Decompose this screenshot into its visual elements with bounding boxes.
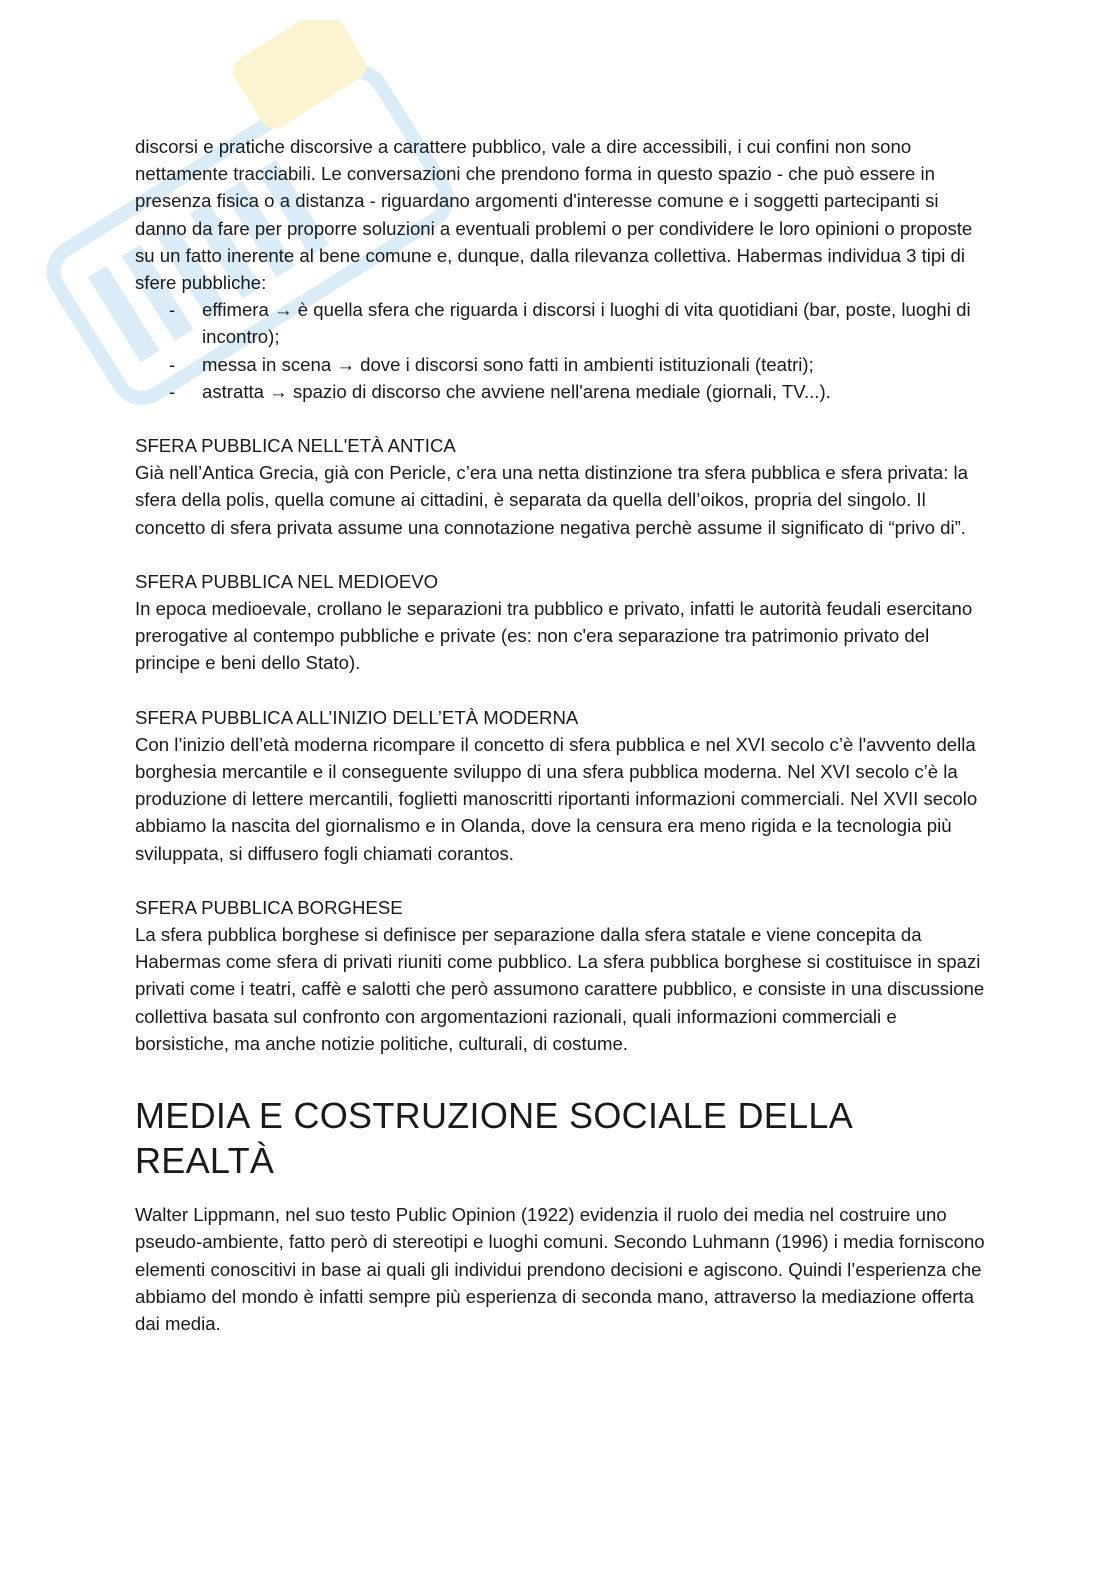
spacer: [135, 677, 985, 704]
document-page: [135, 133, 985, 1337]
spacer: [135, 867, 985, 894]
section-body-eta-moderna: Con l’inizio dell’età moderna ricompare il concetto di sfera pubblica e nel XVI secolo c’è l'avvento della borghesia mercantile e il conseguente sviluppo di una sfera pubblica moderna. Nel XVI secolo c’è la produzione di lettere mercantili, foglietti manoscritti riportanti informazioni commerciali. Nel XVII secolo abbiamo la nascita del giornalismo e in Olanda, dove la censura era meno rigida e la tecnologia più sviluppata, si diffusero fogli chiamati corantos.: [135, 733, 978, 864]
list-dash: -: [169, 353, 176, 375]
list-item: [135, 296, 985, 350]
list-dash: -: [169, 299, 176, 321]
chapter-heading-line2: REALTÀ: [135, 1140, 275, 1182]
section-title-antica: SFERA PUBBLICA NELL'ETÀ ANTICA: [135, 435, 456, 457]
section-body-borghese: La sfera pubblica borghese si definisce per separazione dalla sfera statale e viene concepita da Habermas come sfera di privati riuniti come pubblico. La sfera pubblica borghese si costituisce in spazi privati come i teatri, caffè e salotti che però assumono carattere pubblico, e consiste in una discussione collettiva basata sul confronto con argomentazioni razionali, quali informazioni commerciali e borsistiche, ma anche notizie politiche, culturali, di costume.: [135, 924, 985, 1054]
intro-paragraph: discorsi e pratiche discorsive a carattere pubblico, vale a dire accessibili, i cui confini non sono nettamente tracciabili. Le conversazioni che prendono forma in questo spazio - che può essere in presenza fisica o a distanza - riguardano argomenti d'interesse comune e i soggetti partecipanti si danno da fare per proporre soluzioni a eventuali problemi o per condividere le loro opinioni o proposte su un fatto inerente al bene comune e, dunque, dalla rilevanza collettiva. Habermas individua 3 tipi di sfere pubbliche:: [135, 136, 973, 294]
public-sphere-types-list: [135, 296, 985, 405]
spacer: [135, 541, 985, 568]
list-dash: -: [169, 380, 176, 402]
chapter-body: Walter Lippmann, nel suo testo Public Opinion (1922) evidenzia il ruolo dei media nel costruire uno pseudo-ambiente, fatto però di stereotipi e luoghi comuni. Secondo Luhmann (1996) i media forniscono elementi conoscitivi in base ai quali gli individui prendono decisioni e agiscono. Quindi l’esperienza che abbiamo del mondo è infatti sempre più esperienza di seconda mano, attraverso la mediazione offerta dai media.: [135, 1204, 985, 1334]
section-title-eta-moderna: SFERA PUBBLICA ALL’INIZIO DELL’ETÀ MODERNA: [135, 706, 579, 728]
section-body-antica: Già nell’Antica Grecia, già con Pericle, c’era una netta distinzione tra sfera pubblica e sfera privata: la sfera della polis, quella comune ai cittadini, è separata da quella dell’oikos, propria del singolo. Il concetto di sfera privata assume una connotazione negativa perchè assume il significato di “privo di”.: [135, 462, 969, 538]
list-item-text: effimera → è quella sfera che riguarda i discorsi i luoghi di vita quotidiani (bar, poste, luoghi di incontro);: [202, 299, 971, 348]
list-item: [135, 351, 985, 378]
chapter-heading-line1: MEDIA E COSTRUZIONE SOCIALE DELLA: [135, 1095, 854, 1137]
section-title-borghese: SFERA PUBBLICA BORGHESE: [135, 896, 403, 918]
section-body-medioevo: In epoca medioevale, crollano le separazioni tra pubblico e privato, infatti le autorità feudali esercitano prerogative al contempo pubbliche e private (es: non c'era separazione tra patrimonio privato del principe e beni dello Stato).: [135, 598, 973, 674]
section-title-medioevo: SFERA PUBBLICA NEL MEDIOEVO: [135, 570, 439, 592]
spacer: [135, 405, 985, 432]
list-item-text: astratta → spazio di discorso che avviene nell'arena mediale (giornali, TV...).: [202, 380, 831, 402]
list-item-text: messa in scena → dove i discorsi sono fatti in ambienti istituzionali (teatri);: [202, 353, 814, 375]
chapter-heading: [135, 1093, 985, 1183]
list-item: [135, 378, 985, 405]
